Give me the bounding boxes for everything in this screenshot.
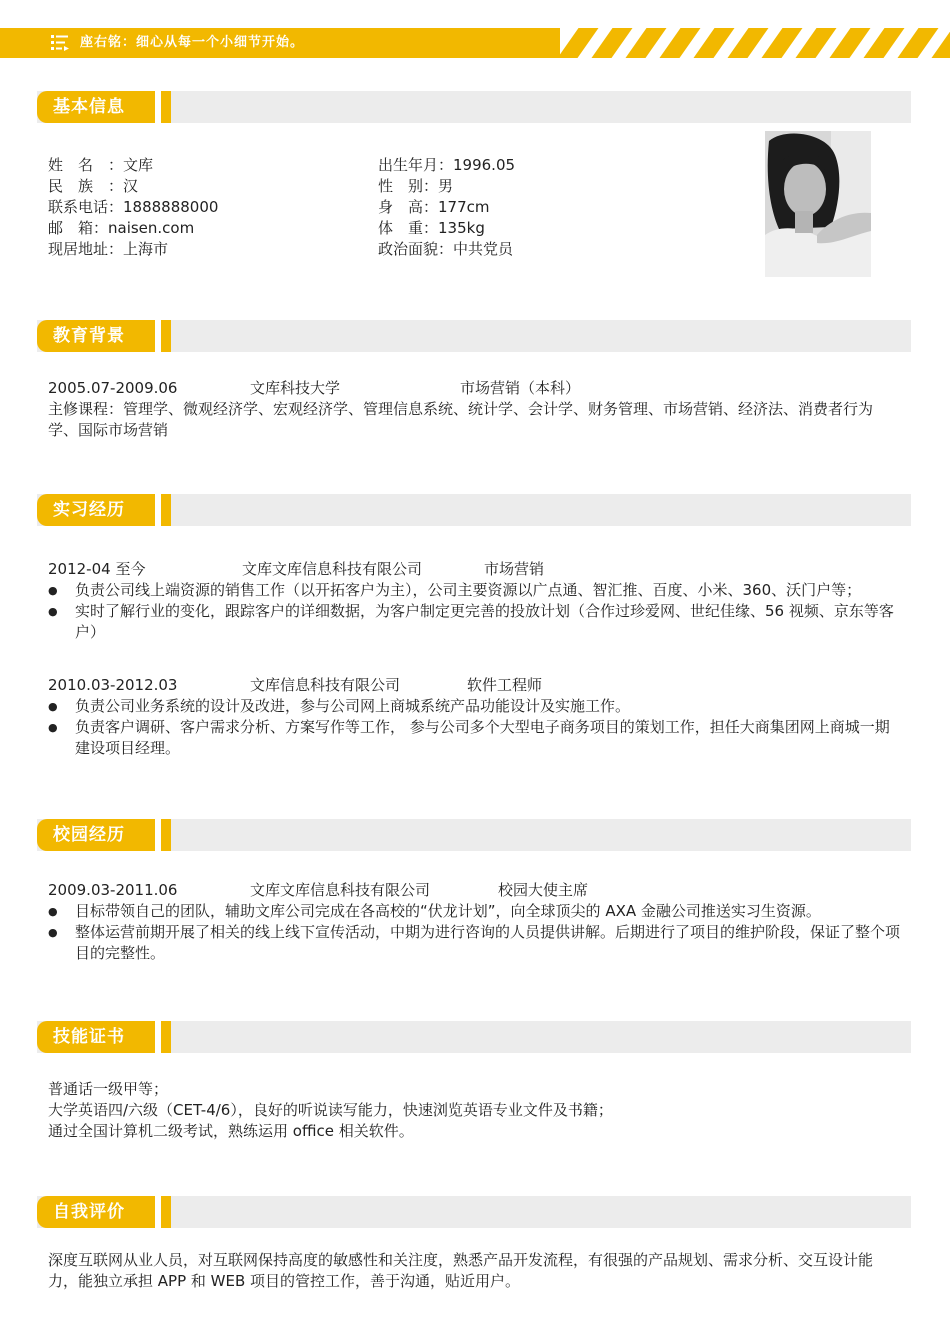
- campus-company: 文库文库信息科技有限公司: [250, 881, 431, 899]
- job-period: 2012-04 至今: [48, 560, 146, 578]
- section-title: 基本信息: [53, 97, 125, 117]
- campus-role: 校园大使主席: [498, 881, 589, 899]
- job-role: 软件工程师: [467, 676, 543, 694]
- motto-text: 座右铭：细心从每一个小细节开始。: [80, 35, 305, 50]
- job-bullet-list: [48, 696, 902, 759]
- education-major: 市场营销（本科）: [460, 379, 581, 397]
- phone-field: 联系电话：1888888000: [48, 198, 219, 216]
- list-item: ● 目标带领自己的团队，辅助文库公司完成在各高校的“伏龙计划”，向全球顶尖的 AXA 金融公司推送实习生资源。: [48, 901, 902, 922]
- campus-period: 2009.03-2011.06: [48, 881, 178, 899]
- list-item: ● 负责公司业务系统的设计及改进，参与公司网上商城系统产品功能设计及实施工作。: [48, 696, 902, 717]
- list-item: ● 负责客户调研、客户需求分析、方案写作等工作， 参与公司多个大型电子商务项目的策划工作，担任大商集团网上商城一期建设项目经理。: [48, 717, 902, 759]
- ethnicity-field: 民 族 ：汉: [48, 177, 139, 195]
- section-header-education: [37, 320, 911, 352]
- political-status-field: 政治面貌：中共党员: [378, 240, 514, 258]
- skill-item: 普通话一级甲等；: [48, 1080, 169, 1098]
- gender-field: 性 别：男: [378, 177, 454, 195]
- education-school: 文库科技大学: [250, 379, 341, 397]
- section-title: 技能证书: [53, 1027, 125, 1047]
- section-title: 教育背景: [53, 326, 125, 346]
- list-item: ● 整体运营前期开展了相关的线上线下宣传活动，中期为进行咨询的人员提供讲解。后期进行了项目的维护阶段，保证了整个项目的完整性。: [48, 922, 902, 964]
- profile-photo: [765, 131, 871, 277]
- section-header-campus: [37, 819, 911, 851]
- address-field: 现居地址：上海市: [48, 240, 169, 258]
- section-header-self-evaluation: [37, 1196, 911, 1228]
- campus-bullet-list: [48, 901, 902, 964]
- education-courses: 主修课程：管理学、微观经济学、宏观经济学、管理信息系统、统计学、会计学、财务管理、市场营销、经济法、消费者行为学、国际市场营销: [48, 400, 874, 439]
- document-list-icon: [50, 34, 70, 52]
- job-period: 2010.03-2012.03: [48, 676, 178, 694]
- birth-field: 出生年月：1996.05: [378, 156, 516, 174]
- banner-stripes: [548, 28, 950, 58]
- section-title: 自我评价: [53, 1202, 125, 1222]
- list-item: ● 负责公司线上端资源的销售工作（以开拓客户为主），公司主要资源以广点通、智汇推、百度、小米、360、沃门户等；: [48, 580, 902, 601]
- motto-banner: [0, 28, 950, 58]
- job-role: 市场营销: [484, 560, 545, 578]
- section-title: 校园经历: [53, 825, 125, 845]
- skill-item: 通过全国计算机二级考试，熟练运用 office 相关软件。: [48, 1122, 414, 1140]
- skill-item: 大学英语四/六级（CET-4/6），良好的听说读写能力，快速浏览英语专业文件及书籍；: [48, 1101, 613, 1119]
- education-period: 2005.07-2009.06: [48, 379, 178, 397]
- job-bullet-list: [48, 580, 902, 643]
- section-header-internship: [37, 494, 911, 526]
- email-field: 邮 箱：naisen.com: [48, 219, 195, 237]
- section-header-basic: [37, 91, 911, 123]
- weight-field: 体 重：135kg: [378, 219, 485, 237]
- job-company: 文库文库信息科技有限公司: [242, 560, 423, 578]
- section-header-skills: [37, 1021, 911, 1053]
- height-field: 身 高：177cm: [378, 198, 490, 216]
- name-field: 姓 名 ：文库: [48, 156, 154, 174]
- list-item: ● 实时了解行业的变化，跟踪客户的详细数据，为客户制定更完善的投放计划（合作过珍爱网、世纪佳缘、56 视频、京东等客户）: [48, 601, 902, 643]
- section-title: 实习经历: [53, 500, 125, 520]
- job-company: 文库信息科技有限公司: [250, 676, 401, 694]
- self-evaluation-text: 深度互联网从业人员，对互联网保持高度的敏感性和关注度，熟悉产品开发流程，有很强的产品规划、需求分析、交互设计能力，能独立承担 APP 和 WEB 项目的管控工作，善于沟通，贴近用户。: [48, 1251, 874, 1290]
